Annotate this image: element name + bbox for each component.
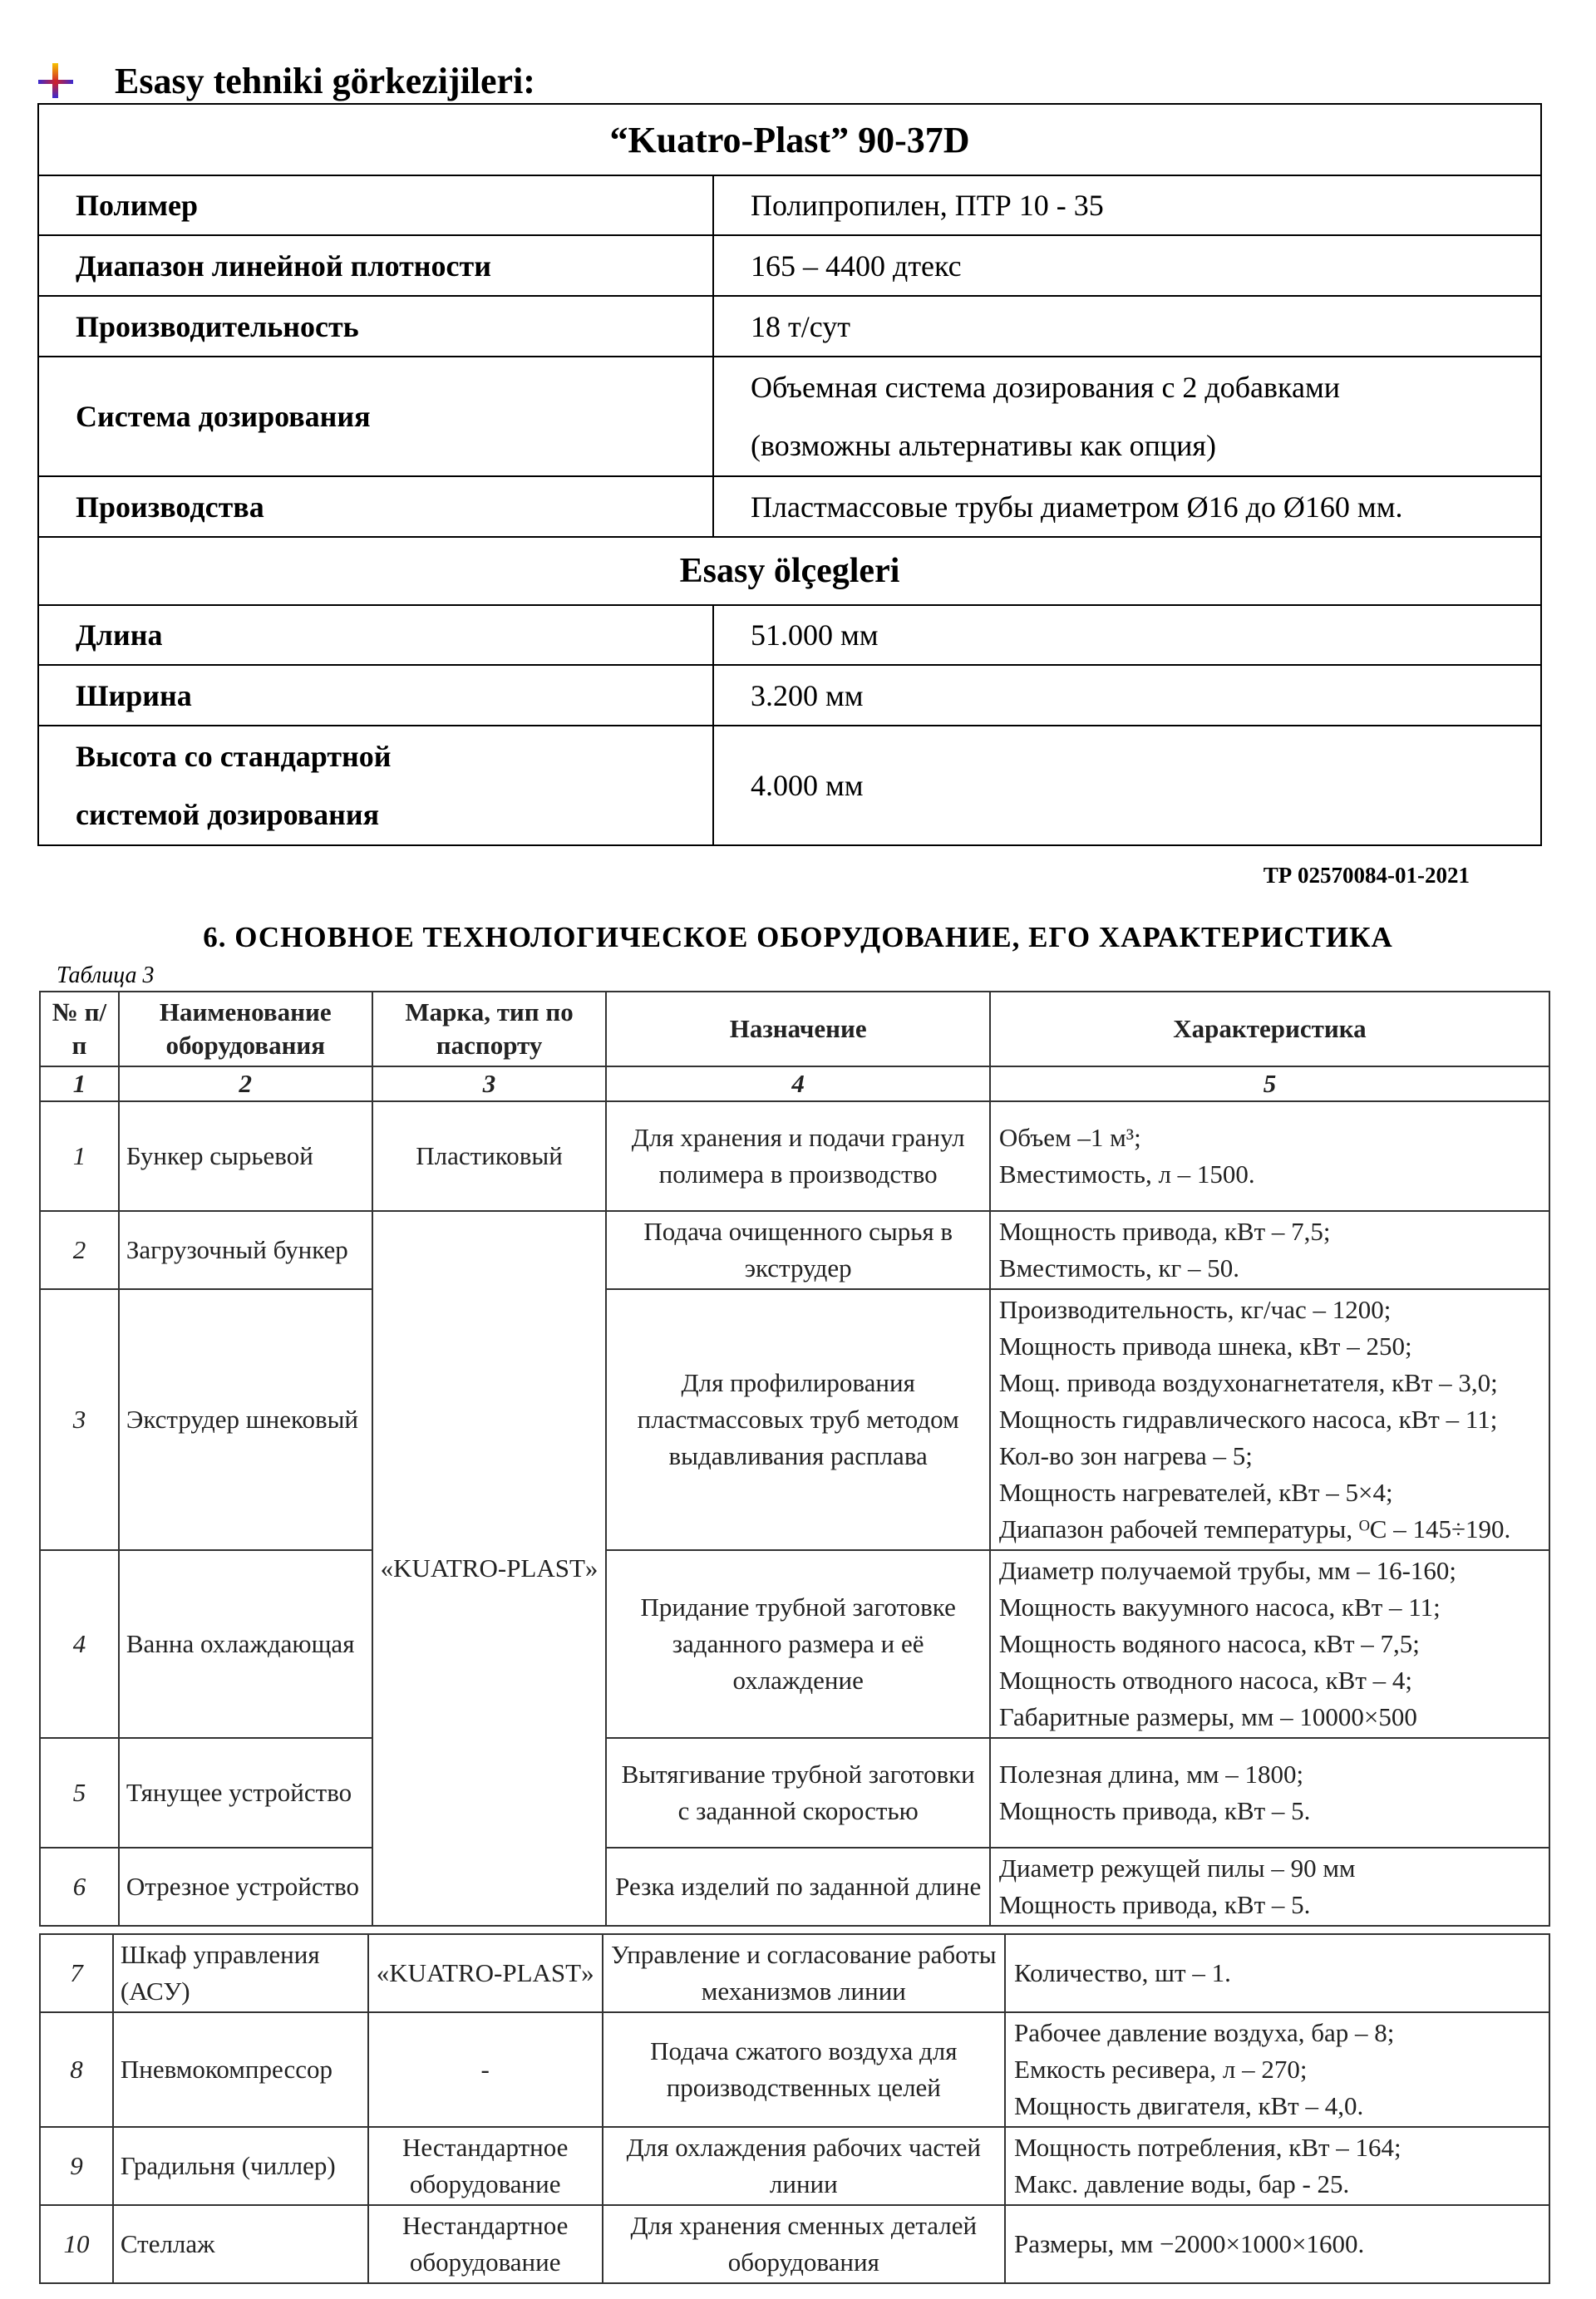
equipment-name: Градильня (чиллер) [113,2127,368,2205]
equipment-name: Экструдер шнековый [119,1289,372,1550]
characteristic-line: Производительность, кг/час – 1200; [998,1295,1392,1324]
row-number: 10 [40,2205,113,2283]
characteristic-line: Мощность привода, кВт – 5. [998,1890,1311,1919]
equipment-purpose: Вытягивание трубной заготовки с заданной скоростью [606,1738,989,1848]
row-number: 3 [40,1289,119,1550]
heading-text: Esasy tehniki görkezijileri: [115,60,535,101]
characteristic-line: Мощность нагревателей, кВт – 5×4; [998,1478,1393,1507]
table-row [40,1101,1549,1211]
equipment-characteristics [990,1101,1549,1211]
dim-value: 4.000 мм [713,726,1541,845]
equipment-purpose: Для охлаждения рабочих частей линии [603,2127,1005,2205]
equipment-characteristics [990,1211,1549,1289]
row-number: 4 [40,1550,119,1738]
characteristic-line: Количество, шт – 1. [1014,1958,1231,1987]
spec-label: Производительность [38,296,713,357]
equipment-purpose: Подача очищенного сырья в экструдер [606,1211,989,1289]
dim-label-line: Высота со стандартной [76,740,392,773]
equipment-name: Бункер сырьевой [119,1101,372,1211]
equipment-characteristics [1005,2012,1549,2127]
document-code: ТР 02570084-01-2021 [1263,863,1470,888]
equipment-purpose: Резка изделий по заданной длине [606,1848,989,1926]
section-title: 6. ОСНОВНОЕ ТЕХНОЛОГИЧЕСКОЕ ОБОРУДОВАНИЕ, ЕГО ХАРАКТЕРИСТИКА [203,921,1393,953]
characteristic-line: Габаритные размеры, мм – 10000×500 [998,1702,1417,1731]
dim-label: Ширина [38,665,713,726]
characteristic-line: Мощ. привода воздухонагнетателя, кВт – 3,0; [998,1368,1498,1397]
spec-value-line: (возможны альтернативы как опция) [751,429,1216,462]
row-number: 2 [40,1211,119,1289]
row-number: 9 [40,2127,113,2205]
characteristic-line: Рабочее давление воздуха, бар – 8; [1014,2018,1395,2047]
spec-value: Пластмассовые трубы диаметром Ø16 до Ø160 мм. [713,476,1541,537]
dim-label-line: системой дозирования [76,798,380,831]
table-row [40,2127,1549,2205]
table-row [40,1550,1549,1738]
equipment-name: Шкаф управления (АСУ) [113,1934,368,2012]
equipment-purpose: Для профилирования пластмассовых труб методом выдавливания расплава [606,1289,989,1550]
dims-title: Esasy ölçegleri [38,537,1541,605]
section-heading [38,60,535,101]
equipment-characteristics [990,1848,1549,1926]
equipment-characteristics [990,1738,1549,1848]
equipment-purpose: Для хранения и подачи гранул полимера в производство [606,1101,989,1211]
spec-label: Система дозирования [38,357,713,476]
row-number: 5 [40,1738,119,1848]
equipment-characteristics [990,1289,1549,1550]
equipment-purpose: Придание трубной заготовке заданного размера и её охлаждение [606,1550,989,1738]
col-header-characteristics: Характеристика [990,992,1549,1066]
dim-value: 51.000 мм [713,605,1541,665]
characteristic-line: Мощность отводного насоса, кВт – 4; [998,1666,1413,1695]
row-number: 7 [40,1934,113,2012]
spec-label: Диапазон линейной плотности [38,235,713,296]
column-index: 5 [990,1066,1549,1101]
row-number: 1 [40,1101,119,1211]
column-index: 3 [372,1066,607,1101]
characteristic-line: Кол-во зон нагрева – 5; [998,1441,1253,1470]
equipment-brand: «KUATRO-PLAST» [368,1934,603,2012]
table-row [40,1738,1549,1848]
characteristic-line: Объем –1 м³; [998,1123,1141,1152]
equipment-name: Загрузочный бункер [119,1211,372,1289]
table-label: Таблица 3 [57,962,155,988]
equipment-name: Тянущее устройство [119,1738,372,1848]
characteristic-line: Мощность привода, кВт – 7,5; [998,1217,1331,1246]
table-row [40,1211,1549,1289]
equipment-table-1 [39,991,1550,1927]
col-header-number: № п/п [40,992,119,1066]
equipment-purpose: Управление и согласование работы механизмов линии [603,1934,1005,2012]
col-header-name: Наименование оборудования [119,992,372,1066]
characteristic-line: Мощность двигателя, кВт – 4,0. [1014,2091,1364,2120]
characteristic-line: Диапазон рабочей температуры, ᴼС – 145÷190. [998,1514,1511,1543]
characteristic-line: Размеры, мм −2000×1000×1600. [1014,2229,1365,2258]
characteristic-line: Вместимость, л – 1500. [998,1159,1255,1189]
row-number: 6 [40,1848,119,1926]
equipment-name: Стеллаж [113,2205,368,2283]
spec-value: Полипропилен, ПТР 10 - 35 [713,175,1541,235]
table-row [40,2012,1549,2127]
spec-value [713,357,1541,476]
characteristic-line: Диаметр режущей пилы – 90 мм [998,1853,1356,1883]
column-index: 4 [606,1066,989,1101]
col-header-brand: Марка, тип по паспорту [372,992,607,1066]
equipment-characteristics [1005,2205,1549,2283]
table-row [40,1289,1549,1550]
spec-label: Производства [38,476,713,537]
row-number: 8 [40,2012,113,2127]
equipment-table-2 [39,1933,1550,2284]
characteristic-line: Мощность привода, кВт – 5. [998,1796,1311,1825]
equipment-brand: Нестандартное оборудование [368,2205,603,2283]
equipment-purpose: Для хранения сменных деталей оборудования [603,2205,1005,2283]
equipment-brand: - [368,2012,603,2127]
characteristic-line: Мощность привода шнека, кВт – 250; [998,1332,1412,1361]
characteristic-line: Макс. давление воды, бар - 25. [1014,2169,1350,2198]
equipment-brand: Нестандартное оборудование [368,2127,603,2205]
equipment-purpose: Подача сжатого воздуха для производственных целей [603,2012,1005,2127]
equipment-characteristics [1005,2127,1549,2205]
characteristic-line: Мощность вакуумного насоса, кВт – 11; [998,1593,1441,1622]
spec-value: 165 – 4400 дтекс [713,235,1541,296]
characteristic-line: Мощность потребления, кВт – 164; [1014,2133,1401,2162]
spec-value: 18 т/сут [713,296,1541,357]
table-row [40,2205,1549,2283]
equipment-characteristics [990,1550,1549,1738]
dim-label: Длина [38,605,713,665]
equipment-brand: Пластиковый [372,1101,607,1211]
dim-value: 3.200 мм [713,665,1541,726]
spec-table [37,103,1542,846]
col-header-purpose: Назначение [606,992,989,1066]
column-index: 2 [119,1066,372,1101]
characteristic-line: Полезная длина, мм – 1800; [998,1760,1304,1789]
characteristic-line: Диаметр получаемой трубы, мм – 16-160; [998,1556,1457,1585]
model-title: “Kuatro-Plast” 90-37D [38,104,1541,175]
equipment-name: Пневмокомпрессор [113,2012,368,2127]
table-row [40,1848,1549,1926]
characteristic-line: Вместимость, кг – 50. [998,1253,1239,1282]
spec-value-line: Объемная система дозирования с 2 добавками [751,371,1340,404]
equipment-name: Отрезное устройство [119,1848,372,1926]
equipment-characteristics [1005,1934,1549,2012]
spec-label: Полимер [38,175,713,235]
characteristic-line: Мощность гидравлического насоса, кВт – 11; [998,1405,1498,1434]
characteristic-line: Емкость ресивера, л – 270; [1014,2055,1308,2084]
bullet-icon [38,63,73,98]
equipment-name: Ванна охлаждающая [119,1550,372,1738]
table-row [40,1934,1549,2012]
column-index: 1 [40,1066,119,1101]
characteristic-line: Мощность водяного насоса, кВт – 7,5; [998,1629,1420,1658]
dim-label [38,726,713,845]
equipment-brand-merged: «KUATRO-PLAST» [372,1211,607,1926]
